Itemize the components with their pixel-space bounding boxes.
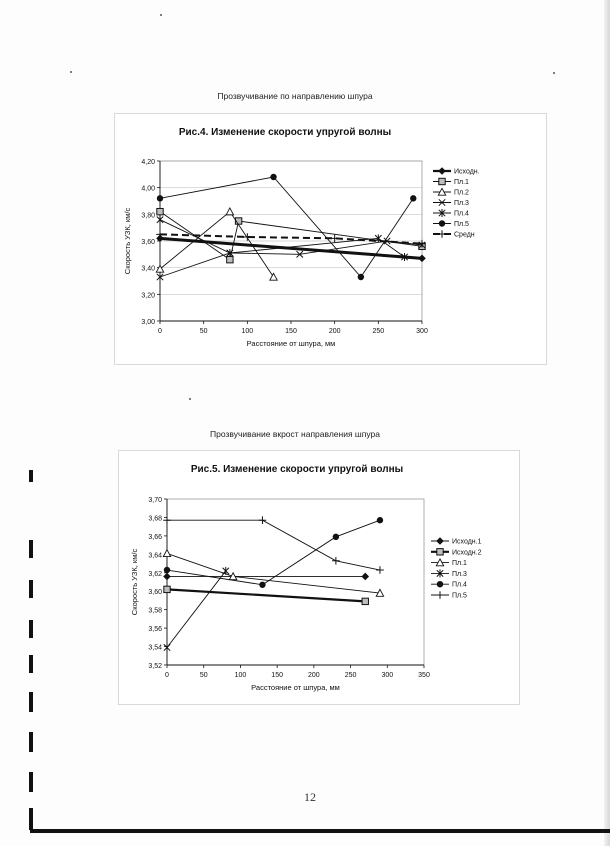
chart2-data-point [163,550,170,557]
chart2-legend-marker [437,549,443,555]
chart1-x-tick-label: 50 [199,328,208,335]
chart2-legend-label: Пл.4 [452,581,467,589]
chart1-y-tick-label: 3,40 [141,265,155,273]
chart2-svg [119,451,519,704]
chart1-legend-label: Пл.3 [454,200,469,207]
chart1-y-tick-label: 4,20 [141,159,155,166]
chart1-x-tick-label: 300 [416,328,428,335]
binding-mark [29,470,33,482]
binding-mark [29,732,33,752]
chart1-data-point [358,274,364,280]
chart2-data-point [333,534,339,540]
chart1-legend-marker [438,230,446,238]
chart2-series-line [167,520,380,585]
chart2-series-line [167,553,380,593]
chart1-legend-marker [439,178,445,184]
chart2-x-tick-label: 150 [271,672,283,679]
chart2-legend-label: Пл.1 [452,560,467,568]
chart2-panel [118,450,520,705]
chart2-plot-area [167,499,424,665]
chart1-y-tick-label: 4,00 [141,185,155,193]
chart2-legend-label: Исходн.1 [452,538,482,546]
chart2-data-point [163,573,171,581]
chart1-legend-label: Пл.2 [454,189,469,197]
scan-speck [160,14,162,16]
binding-mark [29,620,33,638]
chart2-heading: Прозвучивание вкрост направления шпура [210,429,380,439]
chart1-data-point [410,195,416,201]
binding-mark [29,692,33,712]
chart2-y-tick-label: 3,62 [148,570,162,578]
chart1-legend-label: Пл.1 [454,179,469,186]
chart1-legend-marker [438,167,446,175]
chart1-series-line [160,241,422,277]
chart1-x-tick-label: 150 [285,328,297,335]
chart2-y-tick-label: 3,70 [148,497,162,504]
chart2-y-tick-label: 3,56 [148,626,162,634]
chart2-series-line [167,589,365,601]
chart2-x-tick-label: 200 [308,672,320,679]
scan-speck [70,71,72,73]
chart1-x-tick-label: 100 [241,328,254,335]
chart2-y-tick-label: 3,58 [148,607,162,615]
chart2-y-tick-label: 3,68 [148,515,162,523]
chart2-x-tick-label: 300 [381,672,394,679]
chart1-title: Рис.4. Изменение скорости упругой волны [178,127,392,138]
chart1-legend-label: Средн [454,231,475,239]
chart1-y-axis-label: Скорость УЗК, км/с [123,207,132,275]
chart2-x-tick-label: 50 [199,672,208,679]
chart2-data-point [361,573,369,581]
binding-mark [29,772,33,792]
chart2-y-axis-label: Скорость УЗК, км/с [130,548,139,616]
chart1-series-line [160,177,413,277]
chart2-data-point [164,567,170,573]
chart2-data-point [376,566,384,574]
chart1-x-tick-label: 0 [158,328,162,335]
chart2-title: Рис.5. Изменение скорости упругой волны [190,464,404,475]
page-edge-shadow [604,0,610,846]
page-number: 12 [304,790,316,804]
chart2-x-tick-label: 350 [418,672,430,679]
chart2-x-tick-label: 250 [344,672,357,679]
binding-mark [29,540,33,558]
chart2-data-point [259,582,265,588]
chart2-legend-label: Исходн.2 [452,549,482,557]
chart2-legend-label: Пл.5 [452,592,467,600]
chart2-legend-marker [437,581,443,587]
chart2-data-point [362,598,368,604]
chart1-data-point [156,231,164,239]
chart2-y-tick-label: 3,52 [148,663,162,670]
chart2-data-point [259,516,267,524]
scan-speck [189,398,191,400]
chart2-legend-marker [436,591,444,599]
binding-mark [29,655,33,673]
chart2-series-line [167,571,226,648]
chart2-x-tick-label: 100 [234,672,247,679]
chart1-y-tick-label: 3,80 [141,212,155,220]
chart2-y-tick-label: 3,66 [148,533,162,541]
chart1-data-point [157,216,163,224]
binding-mark [29,808,33,830]
chart2-y-tick-label: 3,60 [148,589,162,597]
chart1-legend-marker [439,220,445,226]
chart2-y-tick-label: 3,64 [148,552,162,560]
chart1-x-tick-label: 200 [328,328,341,335]
chart2-legend-label: Пл.3 [452,570,467,578]
chart1-y-tick-label: 3,00 [141,319,155,326]
chart1-data-point [270,273,277,280]
chart2-x-axis-label: Расстояние от шпура, мм [251,683,340,692]
chart2-data-point [223,567,229,575]
chart1-legend-label: Пл.5 [454,221,469,228]
chart1-data-point [226,208,233,215]
chart2-y-tick-label: 3,54 [148,644,162,652]
chart2-data-point [377,517,383,523]
chart2-data-point [164,586,170,592]
chart1-svg [115,114,546,364]
scan-speck [553,72,555,74]
chart1-y-tick-label: 3,20 [141,292,155,300]
chart1-data-point [418,255,426,263]
chart1-data-point [157,208,163,214]
chart1-y-tick-label: 3,60 [141,239,155,246]
chart1-x-tick-label: 250 [372,328,385,335]
chart1-heading: Прозвучивание по направлению шпура [217,91,373,101]
chart2-series-line [167,520,380,570]
bottom-rule [30,829,610,833]
chart1-panel [114,113,547,365]
chart1-legend-label: Пл.4 [454,210,469,218]
chart1-data-point [157,195,163,201]
binding-mark [29,580,33,598]
chart1-x-axis-label: Расстояние от шпура, мм [246,339,336,348]
chart1-legend-label: Исходн. [454,168,480,176]
chart1-data-point [270,174,276,180]
chart1-data-point [227,256,233,262]
chart2-legend-marker [436,537,444,545]
chart2-data-point [332,557,340,565]
chart2-data-point [164,643,170,651]
chart2-x-tick-label: 0 [165,672,169,679]
